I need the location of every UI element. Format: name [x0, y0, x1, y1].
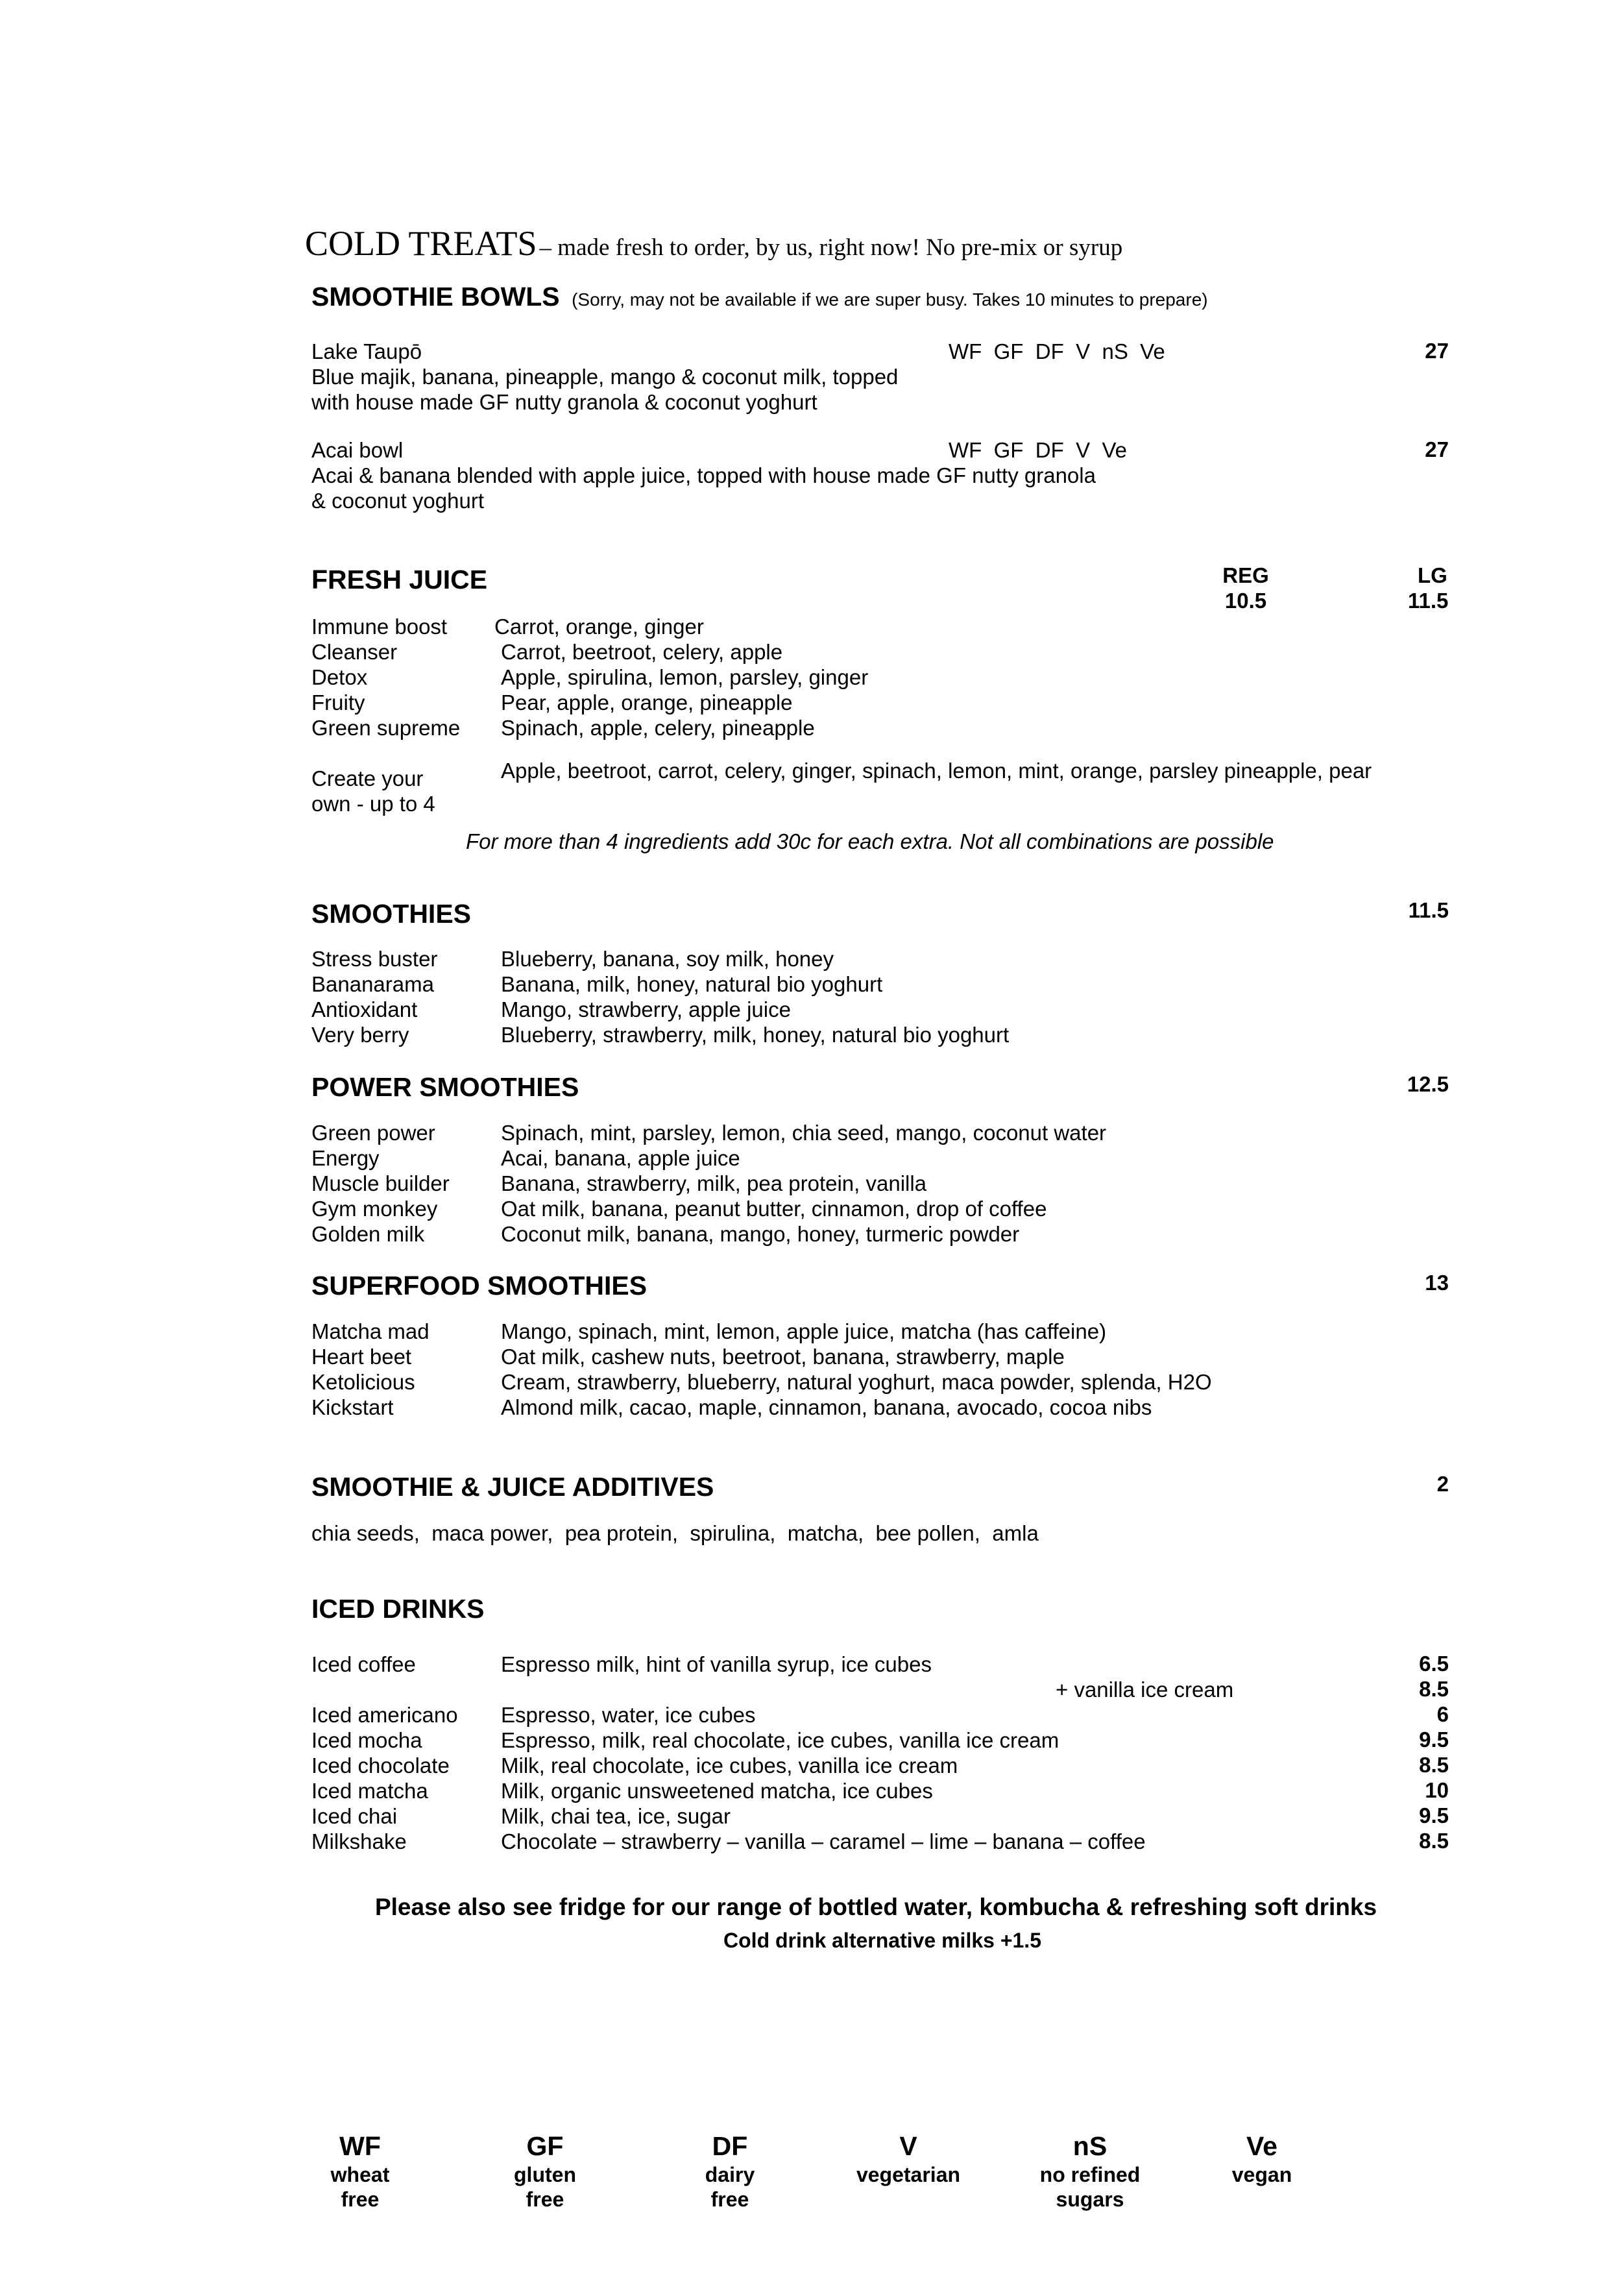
legend-dairy-free: [665, 2130, 795, 2212]
smoothie-name: Matcha mad: [311, 1319, 430, 1343]
legend-vegetarian: [830, 2130, 986, 2187]
drink-price: 10: [1425, 1778, 1449, 1802]
smoothie-name: Muscle builder: [311, 1171, 450, 1195]
smoothie-description: Banana, strawberry, milk, pea protein, vanilla: [501, 1171, 927, 1195]
smoothie-description: Blueberry, banana, soy milk, honey: [501, 947, 834, 971]
juice-name: Green supreme: [311, 716, 461, 740]
menu-item-price: 27: [1425, 339, 1449, 363]
lg-size-price: 11.5: [1408, 589, 1449, 613]
menu-item-description: Acai & banana blended with apple juice, topped with house made GF nutty granola: [311, 463, 1096, 487]
smoothie-name: Bananarama: [311, 972, 434, 996]
smoothie-description: Oat milk, banana, peanut butter, cinnamon, drop of coffee: [501, 1197, 1047, 1221]
smoothie-name: Ketolicious: [311, 1370, 415, 1394]
legend-code: nS: [1072, 2131, 1108, 2161]
smoothie-description: Oat milk, cashew nuts, beetroot, banana, strawberry, maple: [501, 1345, 1065, 1369]
drink-name: Iced coffee: [311, 1652, 416, 1676]
smoothie-name: Kickstart: [311, 1395, 394, 1419]
legend-gluten-free: [480, 2130, 610, 2212]
drink-name: Iced americano: [311, 1703, 458, 1727]
page-title: COLD TREATS: [305, 224, 537, 263]
page-header: [305, 223, 1122, 263]
juice-description: Carrot, beetroot, celery, apple: [501, 640, 783, 664]
create-your-own-label: own - up to 4: [311, 792, 435, 816]
legend-label: vegetarian: [856, 2163, 961, 2186]
drink-name: Iced chocolate: [311, 1753, 450, 1777]
drink-price: 8.5: [1419, 1829, 1449, 1853]
smoothie-name: Stress buster: [311, 947, 438, 971]
reg-size-label: REG: [1222, 563, 1269, 587]
legend-label: gluten: [514, 2163, 576, 2186]
fresh-juice-title: FRESH JUICE: [311, 565, 488, 594]
legend-vegan: [1197, 2130, 1327, 2187]
smoothie-name: Energy: [311, 1146, 380, 1170]
lg-size-label: LG: [1418, 563, 1447, 587]
juice-name: Fruity: [311, 690, 365, 714]
smoothie-description: Blueberry, strawberry, milk, honey, natural bio yoghurt: [501, 1023, 1010, 1047]
legend-code: DF: [712, 2131, 748, 2161]
smoothie-name: Golden milk: [311, 1222, 425, 1246]
drink-name: Iced mocha: [311, 1728, 422, 1752]
smoothies-title: SMOOTHIES: [311, 899, 472, 929]
drink-price: 9.5: [1419, 1728, 1449, 1752]
menu-item-name: Acai bowl: [311, 438, 404, 462]
drink-description: Milk, real chocolate, ice cubes, vanilla ice cream: [501, 1753, 958, 1777]
drink-price: 6.5: [1419, 1652, 1449, 1676]
legend-code: WF: [339, 2131, 381, 2161]
legend-code: Ve: [1246, 2131, 1277, 2161]
juice-name: Detox: [311, 665, 368, 689]
smoothie-description: Banana, milk, honey, natural bio yoghurt: [501, 972, 883, 996]
drink-description: Milk, organic unsweetened matcha, ice cubes: [501, 1779, 933, 1803]
create-your-own-ingredients: Apple, beetroot, carrot, celery, ginger, spinach, lemon, mint, orange, parsley pineapple, pear: [501, 759, 1372, 783]
drink-price: 8.5: [1419, 1753, 1449, 1777]
drink-price: 9.5: [1419, 1803, 1449, 1827]
iced-drinks-title: ICED DRINKS: [311, 1594, 485, 1624]
page-subtitle: – made fresh to order, by us, right now! No pre-mix or syrup: [539, 234, 1123, 261]
drink-name: Iced matcha: [311, 1779, 428, 1803]
juice-description: Spinach, apple, celery, pineapple: [501, 716, 815, 740]
section-title: SMOOTHIE BOWLS: [311, 282, 560, 311]
section-price: 13: [1425, 1271, 1449, 1295]
menu-item-description: with house made GF nutty granola & coconut yoghurt: [311, 390, 817, 414]
drink-name: Milkshake: [311, 1829, 407, 1853]
drink-description: Milk, chai tea, ice, sugar: [501, 1804, 731, 1828]
smoothie-description: Coconut milk, banana, mango, honey, turmeric powder: [501, 1222, 1020, 1246]
legend-label: free: [526, 2188, 564, 2211]
legend-no-refined-sugars: [1012, 2130, 1168, 2212]
juice-description: Apple, spirulina, lemon, parsley, ginger: [501, 665, 869, 689]
smoothie-description: Acai, banana, apple juice: [501, 1146, 740, 1170]
menu-item-name: Lake Taupō: [311, 339, 422, 363]
smoothie-description: Spinach, mint, parsley, lemon, chia seed, mango, coconut water: [501, 1121, 1107, 1145]
legend-label: vegan: [1231, 2163, 1292, 2186]
legend-code: V: [899, 2131, 917, 2161]
smoothie-description: Almond milk, cacao, maple, cinnamon, banana, avocado, cocoa nibs: [501, 1395, 1152, 1419]
juice-note: For more than 4 ingredients add 30c for each extra. Not all combinations are possible: [466, 829, 1274, 853]
drink-description: Espresso, water, ice cubes: [501, 1703, 756, 1727]
smoothie-bowls-heading: [311, 282, 1208, 312]
fridge-note: Please also see fridge for our range of bottled water, kombucha & refreshing soft drinks: [374, 1894, 1377, 1920]
legend-label: free: [341, 2188, 380, 2211]
alternative-milks-note: Cold drink alternative milks +1.5: [723, 1929, 1041, 1952]
drink-description: Chocolate – strawberry – vanilla – caramel – lime – banana – coffee: [501, 1829, 1146, 1853]
section-price: 11.5: [1408, 898, 1449, 922]
smoothie-name: Heart beet: [311, 1345, 412, 1369]
juice-name: Immune boost: [311, 615, 448, 639]
drink-price: 6: [1436, 1702, 1449, 1726]
smoothie-description: Mango, strawberry, apple juice: [501, 997, 791, 1021]
additives-title: SMOOTHIE & JUICE ADDITIVES: [311, 1472, 714, 1502]
juice-name: Cleanser: [311, 640, 398, 664]
section-note: (Sorry, may not be available if we are super busy. Takes 10 minutes to prepare): [572, 289, 1208, 310]
smoothie-name: Green power: [311, 1121, 435, 1145]
drink-name: Iced chai: [311, 1804, 398, 1828]
drink-price: 8.5: [1419, 1677, 1449, 1701]
legend-label: free: [710, 2188, 749, 2211]
create-your-own-label: Create your: [311, 766, 424, 790]
superfood-smoothies-title: SUPERFOOD SMOOTHIES: [311, 1271, 648, 1301]
additives-list: chia seeds, maca power, pea protein, spirulina, matcha, bee pollen, amla: [311, 1521, 1039, 1545]
smoothie-description: Cream, strawberry, blueberry, natural yoghurt, maca powder, splenda, H2O: [501, 1370, 1212, 1394]
juice-description: Pear, apple, orange, pineapple: [501, 690, 793, 714]
menu-item-price: 27: [1425, 437, 1449, 461]
dietary-tags: WF GF DF V Ve: [949, 438, 1128, 462]
drink-addon: + vanilla ice cream: [1056, 1678, 1234, 1702]
legend-label: wheat: [330, 2163, 390, 2186]
drink-description: Espresso milk, hint of vanilla syrup, ice cubes: [501, 1652, 932, 1676]
legend-label: dairy: [705, 2163, 755, 2186]
reg-size-price: 10.5: [1224, 589, 1267, 613]
drink-description: Espresso, milk, real chocolate, ice cubes, vanilla ice cream: [501, 1728, 1059, 1752]
juice-description: Carrot, orange, ginger: [494, 615, 704, 639]
section-price: 2: [1436, 1472, 1449, 1496]
smoothie-description: Mango, spinach, mint, lemon, apple juice, matcha (has caffeine): [501, 1319, 1107, 1343]
menu-item-description: Blue majik, banana, pineapple, mango & coconut milk, topped: [311, 365, 899, 389]
section-price: 12.5: [1407, 1072, 1449, 1096]
legend-label: sugars: [1056, 2188, 1124, 2211]
legend-code: GF: [526, 2131, 564, 2161]
smoothie-name: Very berry: [311, 1023, 409, 1047]
power-smoothies-title: POWER SMOOTHIES: [311, 1072, 579, 1102]
legend-label: no refined: [1039, 2163, 1141, 2186]
smoothie-name: Antioxidant: [311, 997, 418, 1021]
dietary-tags: WF GF DF V nS Ve: [949, 339, 1165, 363]
menu-item-description: & coconut yoghurt: [311, 489, 484, 513]
legend-wheat-free: [295, 2130, 425, 2212]
smoothie-name: Gym monkey: [311, 1197, 438, 1221]
